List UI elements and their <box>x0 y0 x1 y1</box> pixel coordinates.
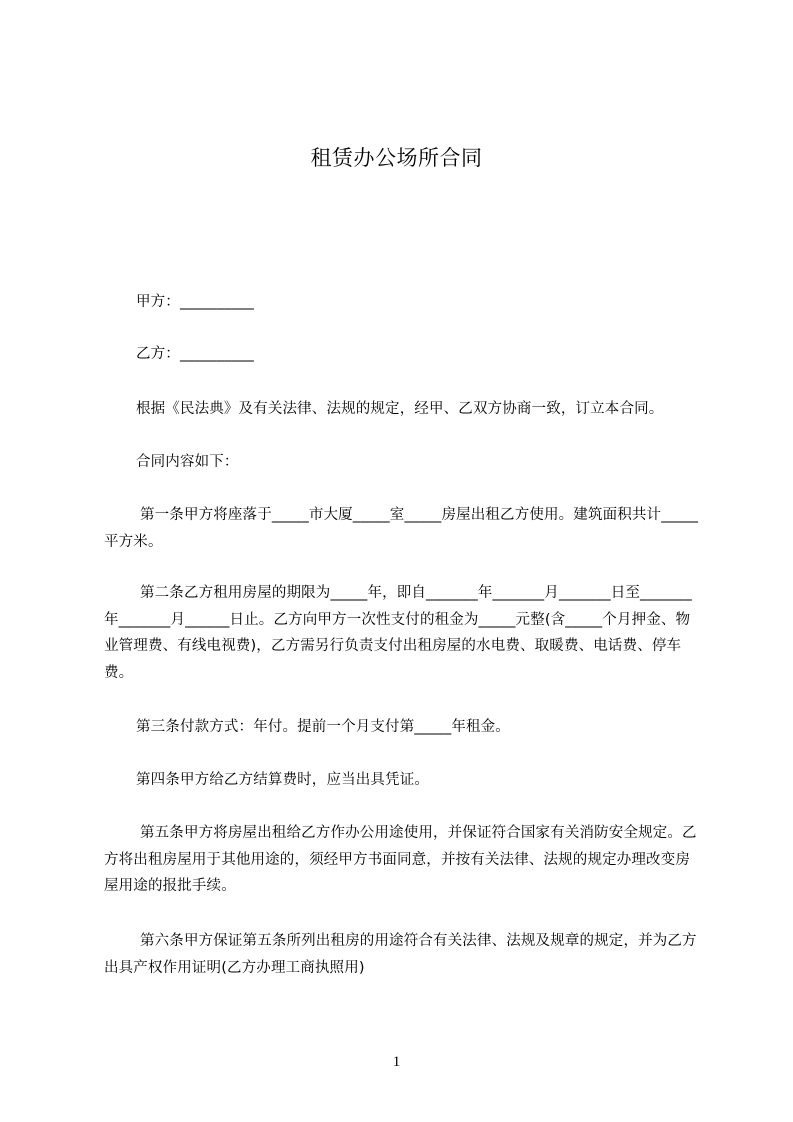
article-5-paragraph: 第五条甲方将房屋出租给乙方作办公用途使用，并保证符合国家有关消防安全规定。乙方将出租房屋用于其他用途的，须经甲方书面同意，并按有关法律、法规的规定办理改变房屋用途的报批手续。 <box>104 825 697 894</box>
article-4-paragraph: 第四条甲方给乙方结算费时，应当出具凭证。 <box>136 772 429 788</box>
preamble-paragraph: 根据《民法典》及有关法律、法规的规定，经甲、乙双方协商一致，订立本合同。 <box>136 401 664 417</box>
document-title: 租赁办公场所合同 <box>310 146 483 170</box>
page-number: 1 <box>392 1054 401 1070</box>
article-2-paragraph: 第二条乙方租用房屋的期限为_____年，即自_______年_______月_______日至_______年_______月______日止。乙方向甲方一次性支付的租金为_____元整(含_____个月押金、物业管理费、有线电视费)，乙方需另行负责支付出租房屋的水电费、取暖费、电话费、停车费。 <box>104 585 692 681</box>
intro-paragraph: 合同内容如下： <box>136 454 239 470</box>
article-6-paragraph: 第六条甲方保证第五条所列出租房的用途符合有关法律、法规及规章的规定，并为乙方出具产权作用证明(乙方办理工商执照用) <box>104 933 697 976</box>
party-a-line: 甲方：__________ <box>136 294 254 310</box>
party-b-line: 乙方：__________ <box>136 346 254 362</box>
article-3-paragraph: 第三条付款方式：年付。提前一个月支付第_____年租金。 <box>136 719 510 735</box>
article-1-paragraph: 第一条甲方将座落于_____市大厦_____室_____房屋出租乙方使用。建筑面积共计_____平方米。 <box>104 507 699 550</box>
